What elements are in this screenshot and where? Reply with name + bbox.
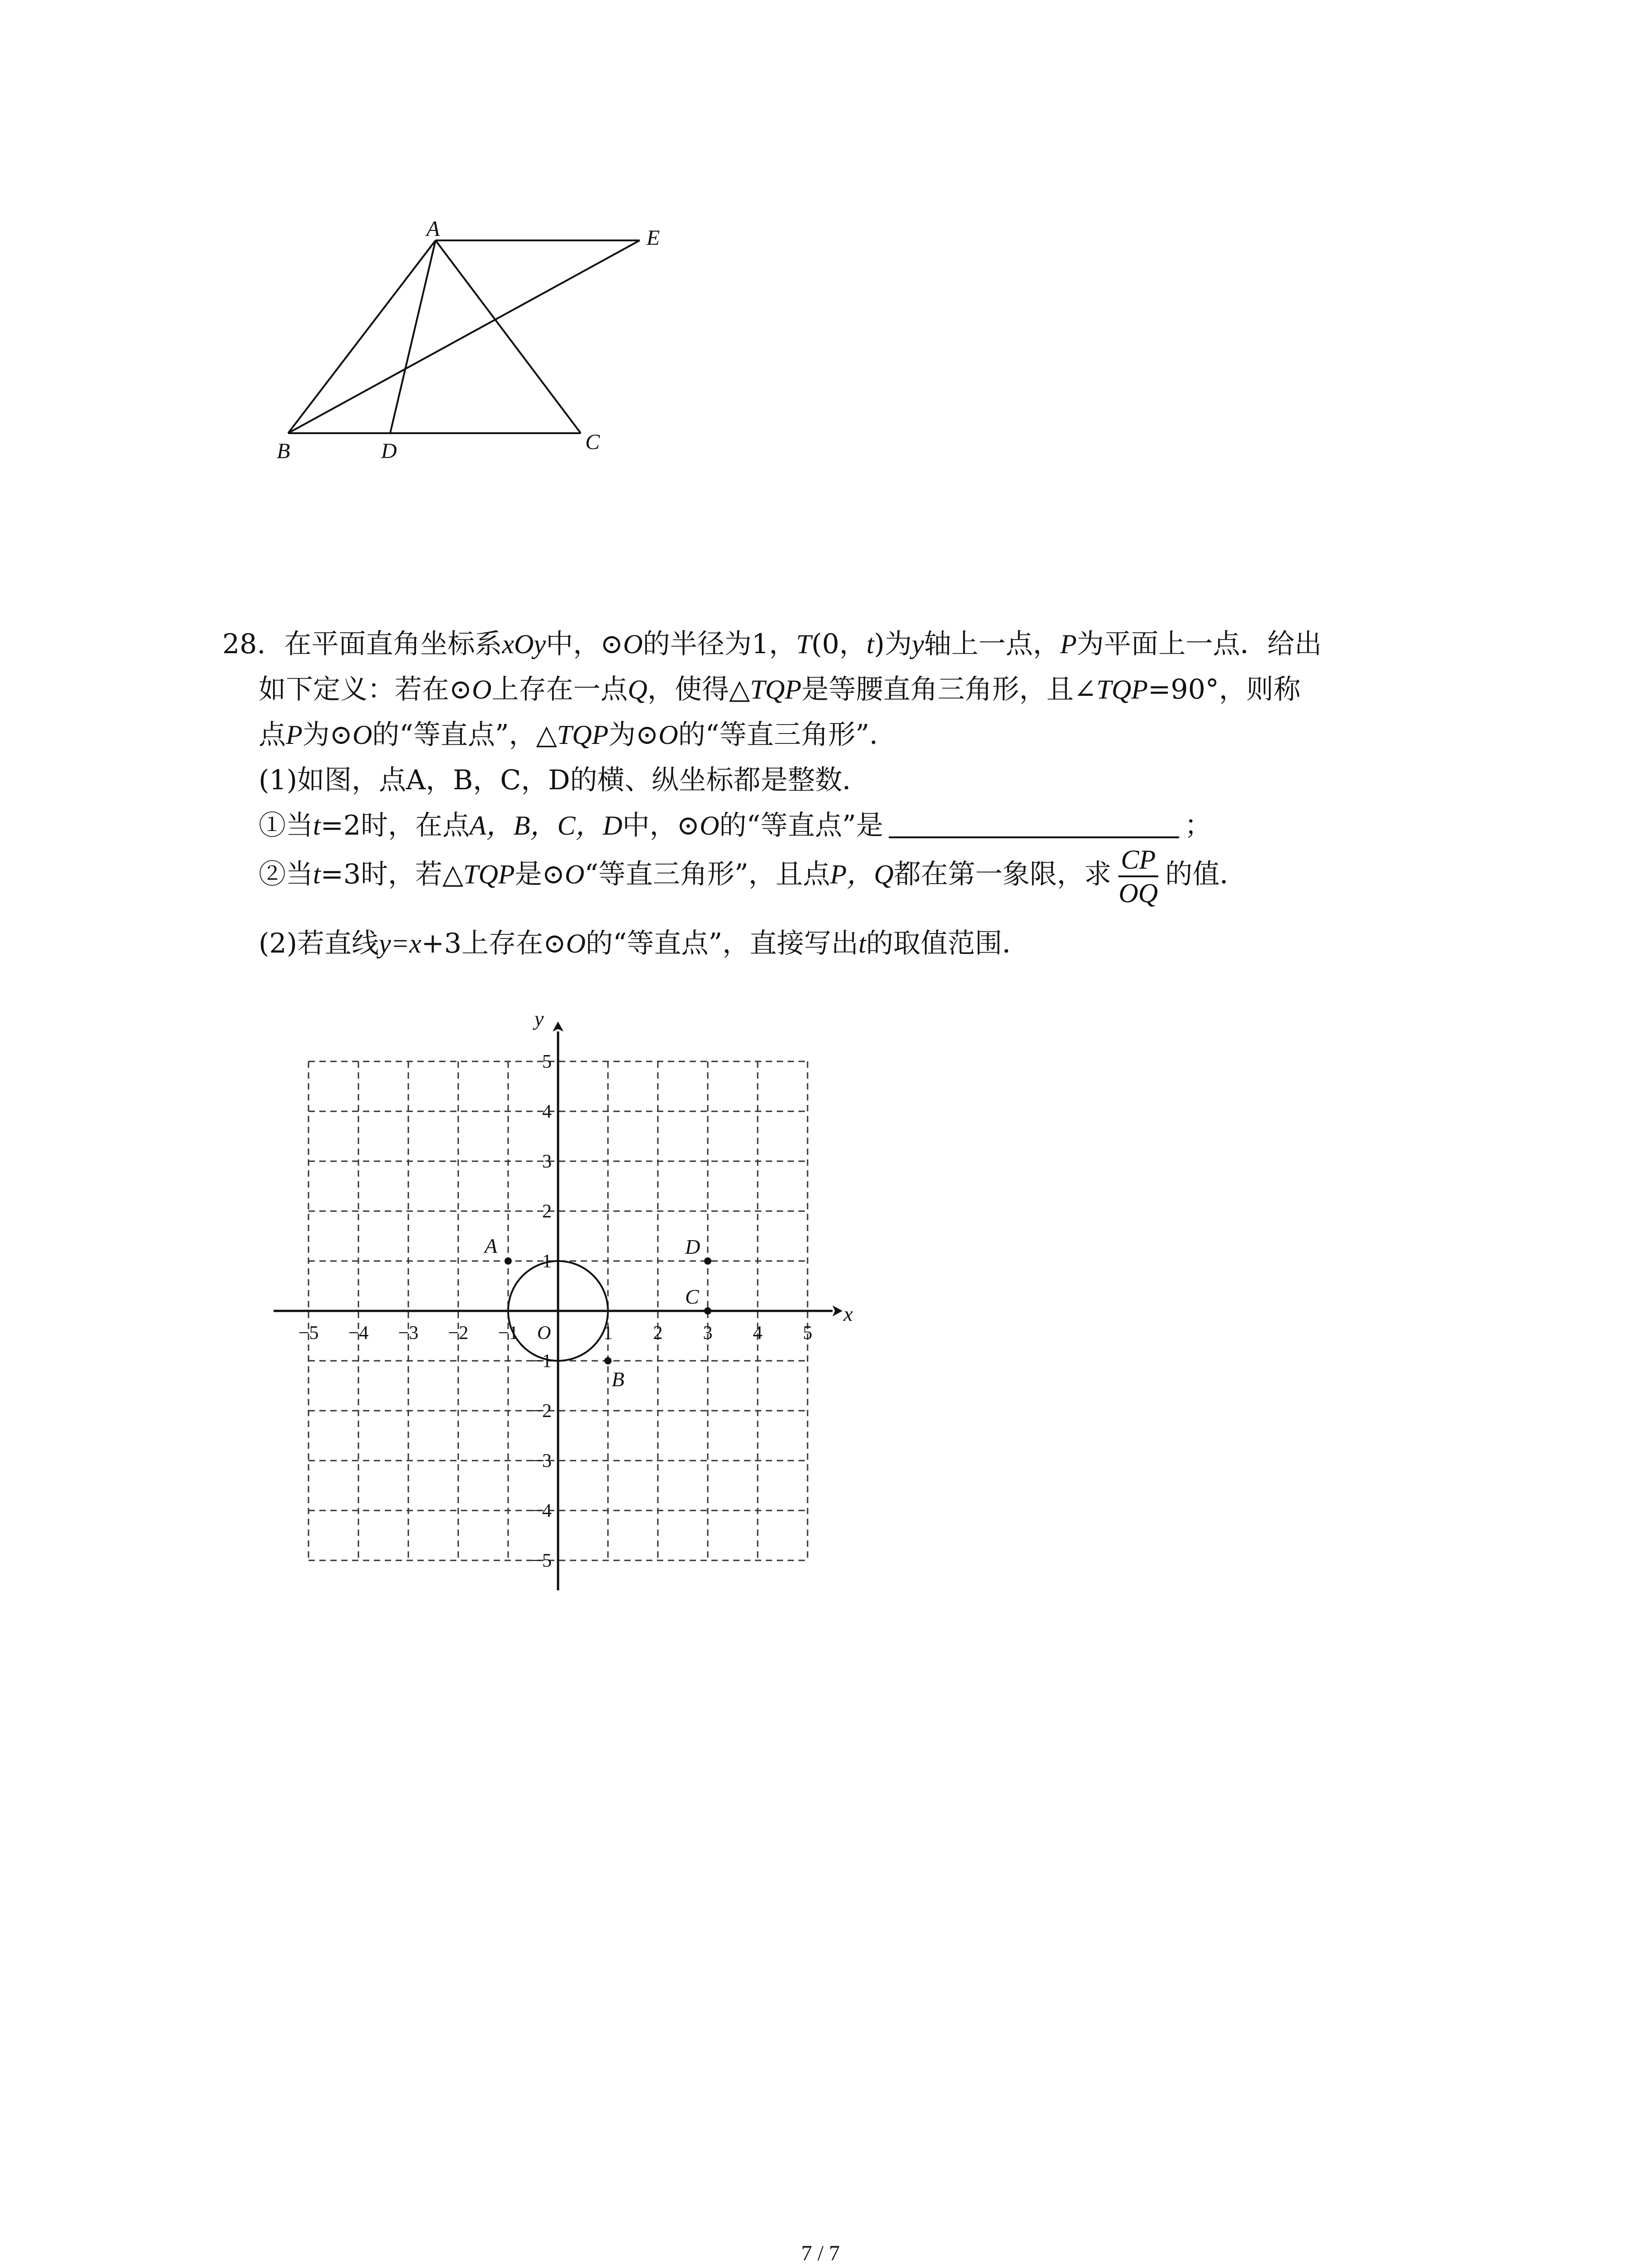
y-tick-label: 3 — [542, 1151, 552, 1172]
y-tick-label: −1 — [531, 1351, 552, 1372]
answer-blank[interactable] — [889, 809, 1179, 838]
y-tick-label: −2 — [531, 1401, 552, 1422]
segment-ac — [436, 240, 581, 433]
y-tick-label: 1 — [542, 1251, 552, 1272]
problem-line-1: 28. 在平面直角坐标系xOy中，⊙O的半径为1，T(0，t)为y轴上一点，P为平面上一点．给出 — [222, 628, 1322, 660]
label-c: C — [585, 430, 600, 454]
y-tick-label: 5 — [542, 1051, 552, 1072]
y-axis-label: y — [534, 1012, 544, 1030]
problem-part-1-1: ①当t=2时，在点A，B，C，D中，⊙O的“等直点”是 ； — [259, 810, 1212, 841]
label-e: E — [647, 226, 660, 250]
problem-part-1: (1)如图，点A，B，C，D的横、纵坐标都是整数． — [259, 764, 870, 796]
origin-label: O — [537, 1323, 551, 1344]
page-number: 7 / 7 — [801, 2241, 840, 2265]
label-d: D — [381, 439, 397, 463]
problem-line-3: 点P为⊙O的“等直点”，△TQP为⊙O的“等直三角形”． — [259, 719, 897, 751]
problem-part-1-2: ②当t=3时，若△TQP是⊙O“等直三角形”，且点P，Q都在第一象限，求 $\frac{CP}{OQ}$ 的值． — [259, 845, 1247, 908]
point-a — [505, 1257, 512, 1265]
point-d — [704, 1257, 711, 1265]
x-tick-label: −4 — [348, 1323, 369, 1344]
y-tick-label: −3 — [531, 1451, 552, 1471]
y-tick-label: −5 — [531, 1550, 552, 1571]
y-tick-label: −4 — [531, 1501, 552, 1521]
point-c — [704, 1307, 711, 1315]
problem-part-2: (2)若直线y=x+3上存在⊙O的“等直点”，直接写出t的取值范围． — [259, 928, 1029, 959]
y-axis-arrow — [553, 1022, 563, 1031]
segment-be — [288, 240, 640, 433]
labeled-points — [483, 1234, 711, 1391]
y-tick-label: 2 — [542, 1201, 552, 1222]
x-tick-label: −1 — [498, 1323, 519, 1344]
point-label-d: D — [685, 1235, 700, 1258]
point-b — [604, 1357, 612, 1364]
x-tick-label: −3 — [398, 1323, 419, 1344]
x-axis-label: x — [843, 1302, 853, 1325]
x-tick-label: −5 — [298, 1323, 319, 1344]
x-tick-label: −2 — [448, 1323, 469, 1344]
coordinate-plane-figure — [272, 1012, 862, 1601]
problem-number: 28. — [222, 628, 266, 660]
x-tick-label: 1 — [603, 1323, 613, 1344]
problem-line-2: 如下定义：若在⊙O上存在一点Q，使得△TQP是等腰直角三角形，且∠TQP=90°，则称 — [259, 674, 1301, 705]
label-a: A — [426, 217, 440, 241]
triangle-figure — [254, 204, 708, 476]
x-tick-label: 2 — [653, 1323, 663, 1344]
label-b: B — [277, 439, 290, 463]
x-tick-label: 3 — [703, 1323, 713, 1344]
x-axis-arrow — [833, 1305, 843, 1316]
point-label-b: B — [612, 1368, 625, 1391]
x-tick-label: 5 — [803, 1323, 813, 1344]
point-label-a: A — [485, 1234, 498, 1257]
y-tick-label: 4 — [542, 1101, 552, 1122]
fraction-cp-oq: $\frac{CP}{OQ}$ — [1118, 845, 1158, 908]
x-tick-label: 4 — [753, 1323, 763, 1344]
point-label-c: C — [685, 1285, 699, 1308]
